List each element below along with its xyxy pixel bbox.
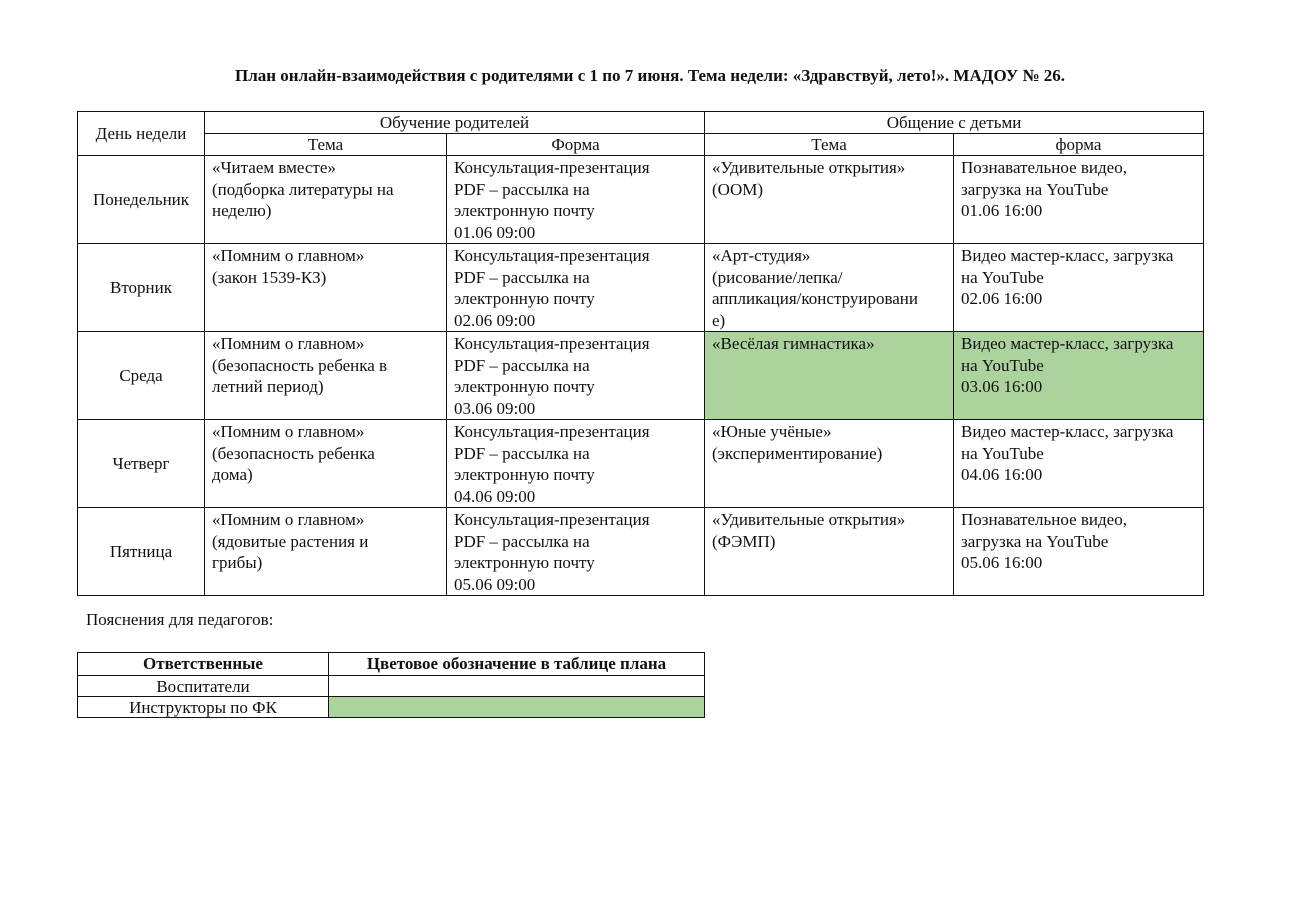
cell-text-line: 05.06 09:00 [454, 574, 536, 594]
cell-text-line: 01.06 09:00 [454, 222, 536, 242]
cell-text-line: (ядовитые растения и [212, 531, 369, 551]
cell-text-line: PDF – рассылка на [454, 531, 590, 551]
cell-text-line: «Помним о главном» [212, 334, 365, 353]
cell-text-line: на YouTube [961, 355, 1044, 375]
plan-parents-topic-cell [205, 508, 447, 596]
cell-text-line: 04.06 09:00 [454, 486, 536, 506]
cell-text-line: «Читаем вместе» [212, 158, 336, 177]
cell-text-line: Консультация-презентация [454, 158, 650, 177]
cell-text-line: «Удивительные открытия» [712, 510, 906, 529]
legend-header-row [78, 653, 705, 676]
cell-text-line: 01.06 16:00 [961, 201, 1043, 220]
plan-children-topic-cell [705, 332, 954, 420]
cell-text-line: неделю) [212, 201, 272, 220]
plan-day-cell: Четверг [78, 420, 205, 508]
cell-text-line: «Удивительные открытия» [712, 158, 906, 177]
plan-parents-form-cell [447, 508, 705, 596]
cell-text-line: PDF – рассылка на [454, 267, 590, 287]
plan-parents-topic-cell [205, 156, 447, 244]
plan-day-cell: Вторник [78, 244, 205, 332]
plan-header-row-groups [78, 112, 1204, 134]
cell-text-line: (безопасность ребенка в [212, 355, 388, 375]
plan-children-form-cell [954, 156, 1204, 244]
cell-text-line: е) [712, 310, 726, 330]
cell-text-line: «Юные учёные» [712, 422, 832, 441]
cell-text-line: Познавательное видео, [961, 158, 1127, 177]
cell-text-line: 05.06 16:00 [961, 553, 1043, 572]
plan-children-form-cell [954, 420, 1204, 508]
plan-day-cell: Понедельник [78, 156, 205, 244]
cell-text-line: (ФЭМП) [712, 531, 776, 551]
legend-header-responsible: Ответственные [78, 653, 329, 676]
header-topic-children: Тема [705, 134, 954, 156]
header-group-children: Общение с детьми [705, 112, 1204, 134]
cell-text-line: Консультация-презентация [454, 510, 650, 529]
legend-row [78, 697, 705, 718]
cell-text-line: летний период) [212, 377, 324, 396]
cell-text-line: (экспериментирование) [712, 443, 883, 463]
plan-children-topic-cell [705, 244, 954, 332]
cell-text-line: «Арт-студия» [712, 246, 811, 265]
header-day: День недели [78, 112, 205, 156]
plan-children-topic-cell [705, 420, 954, 508]
cell-text-line: Консультация-презентация [454, 334, 650, 353]
legend-responsible-cell: Воспитатели [78, 676, 329, 697]
legend-header-color: Цветовое обозначение в таблице плана [329, 653, 705, 676]
header-form-children: форма [954, 134, 1204, 156]
cell-text-line: электронную почту [454, 289, 595, 308]
cell-text-line: Консультация-презентация [454, 246, 650, 265]
cell-text-line: загрузка на YouTube [961, 531, 1109, 551]
cell-text-line: грибы) [212, 553, 263, 572]
teacher-notes-label: Пояснения для педагогов: [86, 610, 274, 629]
plan-day-cell: Пятница [78, 508, 205, 596]
plan-parents-form-cell [447, 156, 705, 244]
cell-text-line: электронную почту [454, 201, 595, 220]
cell-text-line: на YouTube [961, 443, 1044, 463]
cell-text-line: (подборка литературы на [212, 179, 394, 199]
plan-parents-form-cell [447, 420, 705, 508]
cell-text-line: PDF – рассылка на [454, 179, 590, 199]
legend-responsible-cell: Инструкторы по ФК [78, 697, 329, 718]
legend-color-swatch [329, 676, 705, 697]
plan-children-topic-cell [705, 508, 954, 596]
plan-row [78, 332, 1204, 420]
cell-text-line: электронную почту [454, 553, 595, 572]
cell-text-line: Видео мастер-класс, загрузка [961, 334, 1174, 353]
plan-table [77, 111, 1204, 596]
cell-text-line: на YouTube [961, 267, 1044, 287]
cell-text-line: «Помним о главном» [212, 422, 365, 441]
cell-text-line: PDF – рассылка на [454, 443, 590, 463]
cell-text-line: Видео мастер-класс, загрузка [961, 246, 1174, 265]
cell-text-line: Консультация-презентация [454, 422, 650, 441]
header-form-parents: Форма [447, 134, 705, 156]
plan-row [78, 508, 1204, 596]
plan-day-cell: Среда [78, 332, 205, 420]
cell-text-line: Видео мастер-класс, загрузка [961, 422, 1174, 441]
plan-parents-topic-cell [205, 244, 447, 332]
cell-text-line: 04.06 16:00 [961, 465, 1043, 484]
plan-children-form-cell [954, 244, 1204, 332]
plan-parents-form-cell [447, 332, 705, 420]
cell-text-line: 03.06 09:00 [454, 398, 536, 418]
legend-row [78, 676, 705, 697]
plan-parents-topic-cell [205, 332, 447, 420]
legend-color-swatch [329, 697, 705, 718]
cell-text-line: «Весёлая гимнастика» [712, 334, 875, 353]
plan-children-topic-cell [705, 156, 954, 244]
plan-row [78, 420, 1204, 508]
header-group-parents: Обучение родителей [205, 112, 705, 134]
plan-parents-form-cell [447, 244, 705, 332]
cell-text-line: 02.06 16:00 [961, 289, 1043, 308]
plan-row [78, 156, 1204, 244]
header-topic-parents: Тема [205, 134, 447, 156]
plan-children-form-cell [954, 332, 1204, 420]
document-title: План онлайн-взаимодействия с родителями с 1 по 7 июня. Тема недели: «Здравствуй, лето!». МАДОУ № 26. [234, 66, 1066, 85]
plan-row [78, 244, 1204, 332]
cell-text-line: загрузка на YouTube [961, 179, 1109, 199]
cell-text-line: (ООМ) [712, 179, 764, 199]
cell-text-line: (закон 1539-КЗ) [212, 267, 327, 287]
plan-header-row-columns [78, 134, 1204, 156]
cell-text-line: Познавательное видео, [961, 510, 1127, 529]
cell-text-line: аппликация/конструировани [712, 289, 918, 308]
cell-text-line: PDF – рассылка на [454, 355, 590, 375]
cell-text-line: 02.06 09:00 [454, 310, 536, 330]
cell-text-line: «Помним о главном» [212, 246, 365, 265]
cell-text-line: (рисование/лепка/ [712, 267, 843, 287]
cell-text-line: дома) [212, 465, 253, 484]
cell-text-line: (безопасность ребенка [212, 443, 375, 463]
cell-text-line: 03.06 16:00 [961, 377, 1043, 396]
legend-table [77, 652, 705, 718]
cell-text-line: электронную почту [454, 377, 595, 396]
cell-text-line: электронную почту [454, 465, 595, 484]
plan-children-form-cell [954, 508, 1204, 596]
cell-text-line: «Помним о главном» [212, 510, 365, 529]
plan-parents-topic-cell [205, 420, 447, 508]
